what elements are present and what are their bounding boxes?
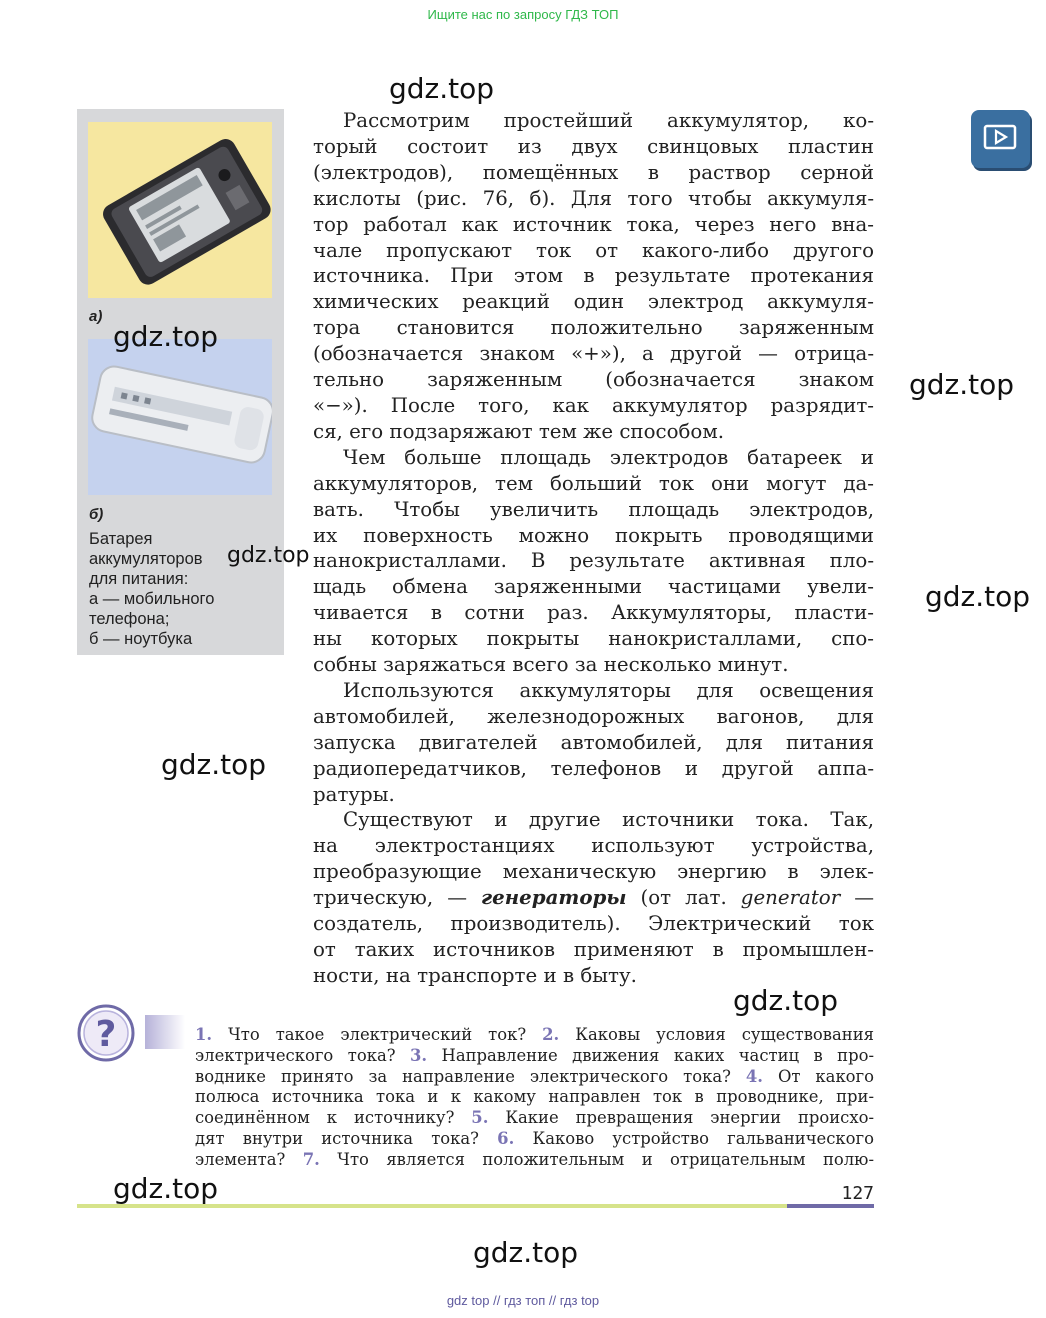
text-line: чивается в сотни раз. Аккумуляторы, пласти- xyxy=(313,601,874,625)
text-line: торый состоит из двух свинцовых пластин xyxy=(313,134,874,158)
phone-battery-image xyxy=(88,122,272,298)
laptop-battery-image xyxy=(88,339,272,495)
text-line: создатель, производитель). Электрический ток xyxy=(313,912,874,936)
text-line: ности, на транспорте и в быту. xyxy=(313,963,637,987)
text-line: «−»). После того, как аккумулятор разрядит- xyxy=(313,393,874,417)
question-text: От какого xyxy=(762,1066,875,1086)
main-text xyxy=(313,108,874,989)
text-line-with-term xyxy=(313,885,874,911)
text-fragment: трическую, — xyxy=(313,886,482,910)
question-text: электрического тока? xyxy=(195,1045,410,1065)
watermark: gdz.top xyxy=(473,1236,579,1269)
question-number: 3. xyxy=(409,1045,428,1065)
caption-line: телефона; xyxy=(89,610,170,628)
text-line: щадь обмена заряженными частицами увели- xyxy=(313,575,874,599)
text-line: преобразующие механическую энергию в элек- xyxy=(313,860,874,884)
play-icon xyxy=(971,110,1030,168)
caption-line: аккумуляторов xyxy=(89,550,203,568)
question-text: соединённом к источнику? xyxy=(195,1108,472,1128)
question-text: Каково устройство гальванического xyxy=(514,1128,874,1148)
question-line xyxy=(195,1067,874,1088)
review-questions xyxy=(195,1025,874,1171)
question-line xyxy=(195,1087,874,1108)
question-number: 1. xyxy=(195,1025,213,1044)
text-line: вать. Чтобы увеличить площадь электродов, xyxy=(313,497,874,521)
watermark: gdz.top xyxy=(733,984,839,1017)
text-line: собны заряжаться всего за несколько минут. xyxy=(313,653,789,677)
text-line: запуска двигателей автомобилей, для питания xyxy=(313,730,874,754)
watermark: gdz.top xyxy=(227,543,310,568)
text-line: нанокристаллами. В результате активная пло- xyxy=(313,549,874,573)
text-line: Рассмотрим простейший аккумулятор, ко- xyxy=(343,109,874,132)
question-text: Что является положительным и отрицательным полю- xyxy=(319,1149,874,1169)
text-line: кислоты (рис. 76, б). Для того чтобы аккумуля- xyxy=(313,186,874,210)
svg-text:?: ? xyxy=(95,1014,117,1055)
text-line: на электростанциях используют устройства, xyxy=(313,834,874,858)
watermark: gdz.top xyxy=(909,368,1015,401)
text-line: тора становится положительно заряженным xyxy=(313,316,874,340)
question-text: элемента? xyxy=(195,1149,303,1169)
text-fragment: (от лат. xyxy=(626,886,741,910)
text-line: Существуют и другие источники тока. Так, xyxy=(343,808,874,832)
question-line xyxy=(195,1108,874,1129)
question-text: Какие превращения энергии происхо- xyxy=(488,1108,874,1128)
page-rule-accent xyxy=(787,1204,874,1208)
text-line: радиопередатчиков, телефонов и другой аппа- xyxy=(313,756,874,780)
question-line xyxy=(195,1046,874,1067)
text-fragment: — xyxy=(840,886,874,910)
text-line: автомобилей, железнодорожных вагонов, для xyxy=(313,704,874,728)
caption-line: а — мобильного xyxy=(89,590,215,608)
text-line: химических реакций один электрод аккумуля- xyxy=(313,290,874,314)
term-generators: генераторы xyxy=(481,885,627,910)
text-line: (обозначается знаком «+»), а другой — отрица- xyxy=(313,342,874,366)
question-text: дят внутри источника тока? xyxy=(195,1128,498,1148)
header-note: Ищите нас по запросу ГДЗ ТОП xyxy=(427,7,619,22)
question-band xyxy=(145,1015,185,1049)
latin-term: generator xyxy=(740,886,841,910)
question-text: Направление движения каких частиц в про- xyxy=(427,1045,874,1065)
caption-line: б — ноутбука xyxy=(89,630,193,648)
question-line xyxy=(195,1150,874,1171)
question-icon xyxy=(77,1004,135,1062)
figure-label-a: а) xyxy=(89,308,103,325)
question-line xyxy=(195,1025,874,1046)
text-line: ны которых покрыты нанокристаллами, спо- xyxy=(313,627,874,651)
watermark: gdz.top xyxy=(113,1172,219,1205)
text-line: тельно заряженным (обозначается знаком xyxy=(313,368,874,392)
watermark: gdz.top xyxy=(389,72,495,105)
text-line: (электродов), помещённых в раствор серной xyxy=(313,160,874,184)
question-text: полюса источника тока и к какому направлен ток в проводнике, при- xyxy=(195,1087,874,1107)
question-number: 7. xyxy=(302,1149,320,1169)
question-line xyxy=(195,1129,874,1150)
text-line: тор работал как источник тока, через него вна- xyxy=(313,212,874,236)
footer-links: gdz top // гдз топ // гдз top xyxy=(446,1293,600,1308)
text-line: источника. При этом в результате протекания xyxy=(313,264,874,288)
text-line: аккумуляторов, тем больший ток они могут да- xyxy=(313,471,874,495)
text-line: ратуры. xyxy=(313,782,395,806)
text-line: Используются аккумуляторы для освещения xyxy=(343,678,874,702)
watermark: gdz.top xyxy=(925,580,1031,613)
question-number: 6. xyxy=(497,1128,515,1148)
text-line: Чем больше площадь электродов батареек и xyxy=(343,445,874,469)
page-number: 127 xyxy=(841,1183,874,1204)
watermark: gdz.top xyxy=(161,748,267,781)
text-line: их поверхность можно покрыть проводящими xyxy=(313,523,874,547)
question-text: Каковы условия существования xyxy=(559,1025,874,1044)
laptop-battery-photo xyxy=(88,339,272,495)
question-number: 2. xyxy=(542,1025,560,1044)
phone-battery-photo xyxy=(88,122,272,298)
question-number: 4. xyxy=(745,1066,763,1086)
text-line: ся, его подзаряжают тем же способом. xyxy=(313,419,725,443)
figure-label-b: б) xyxy=(89,506,104,523)
watermark: gdz.top xyxy=(113,320,219,353)
text-line: чале пропускают ток от какого-либо другого xyxy=(313,238,874,262)
text-line: от таких источников применяют в промышлен- xyxy=(313,938,874,961)
caption-line: Батарея xyxy=(89,530,153,548)
caption-line: для питания: xyxy=(89,570,189,588)
video-play-button[interactable] xyxy=(971,110,1030,168)
question-text: Что такое электрический ток? xyxy=(212,1025,543,1044)
question-number: 5. xyxy=(471,1108,489,1128)
question-text: воднике принято за направление электрического тока? xyxy=(195,1066,746,1086)
